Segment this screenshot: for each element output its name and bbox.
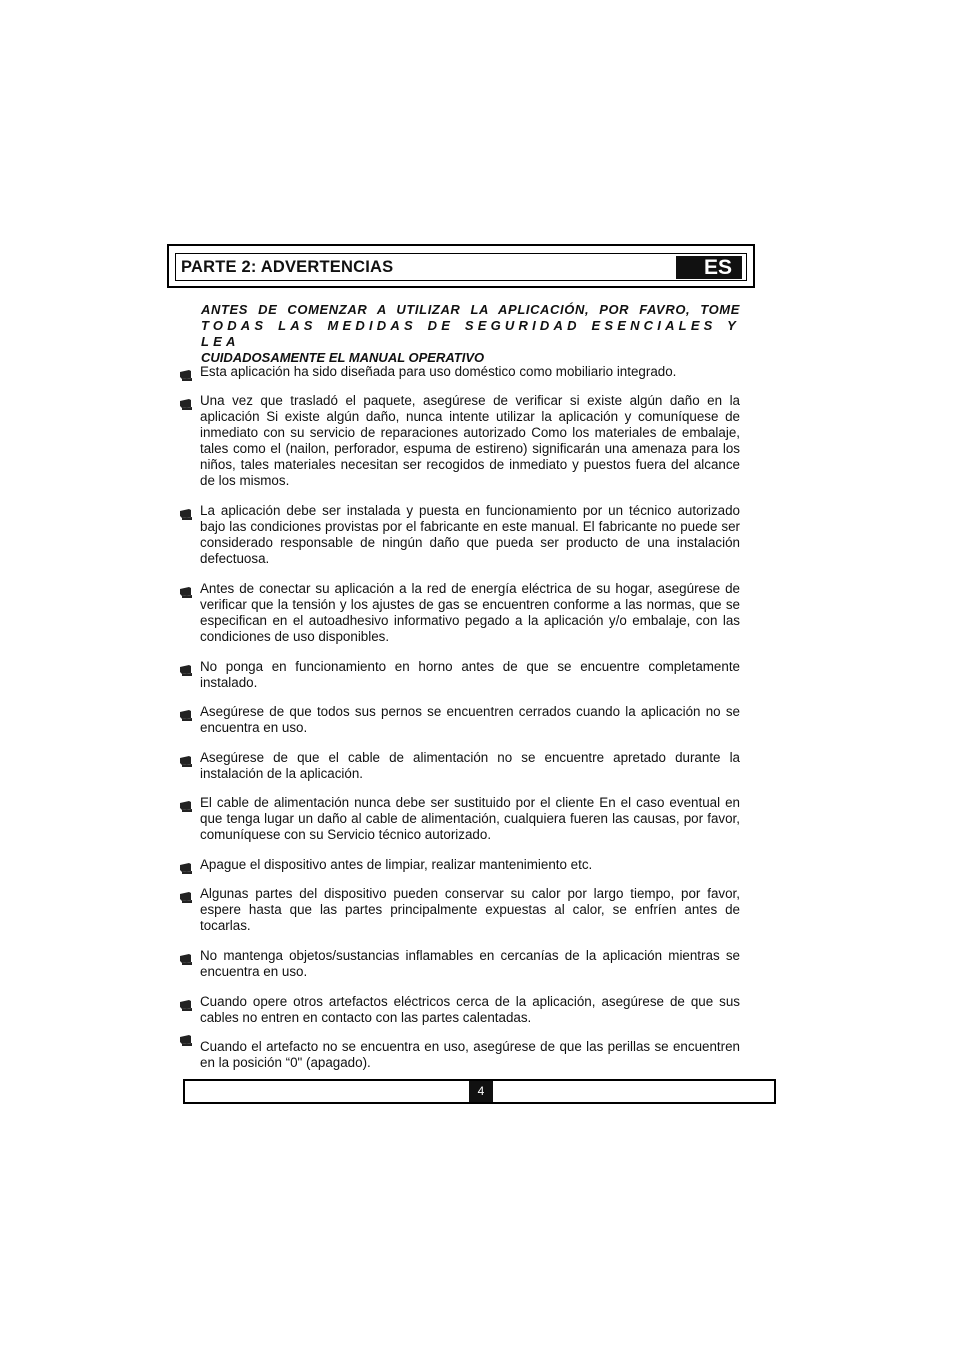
hand-pointer-icon	[178, 368, 194, 382]
warning-item	[178, 857, 740, 873]
warning-item	[178, 948, 740, 980]
page-footer	[183, 1079, 776, 1104]
warning-item	[178, 393, 740, 489]
warning-item	[178, 994, 740, 1026]
hand-pointer-icon	[178, 890, 194, 904]
warning-item	[178, 886, 740, 934]
hand-pointer-icon	[178, 799, 194, 813]
warning-item-text: No mantenga objetos/sustancias inflamables en cercanías de la aplicación mientras se encuentra en uso.	[200, 948, 740, 979]
hand-pointer-icon	[178, 861, 194, 875]
warning-item-text: Antes de conectar su aplicación a la red de energía eléctrica de su hogar, asegúrese de verificar que la tensión y los ajustes de gas se encuentren conforme a las normas, que se especifican en el autoadhesivo informativo pegado a la aplicación y/o embalaje, con las condiciones de uso disponibles.	[200, 581, 740, 644]
warning-item-text: Algunas partes del dispositivo pueden conservar su calor por largo tiempo, por favor, espere hasta que las partes principalmente expuestas al calor, se enfríen antes de tocarlas.	[200, 886, 740, 933]
warning-item-text: Una vez que trasladó el paquete, asegúrese de verificar si existe algún daño en la aplicación Si existe algún daño, nunca intente utilizar la aplicación y comuníquese de inmediato con su servicio de reparaciones autorizado Como los materiales de embalaje, tales como el (nailon, perforador, espuma de estireno) significarán una amenaza para los niños, tales materiales necesitan ser recogidos de inmediato y puestos fuera del alcance de los mismos.	[200, 393, 740, 488]
hand-pointer-icon	[178, 998, 194, 1012]
warning-item-text: Cuando el artefacto no se encuentra en uso, asegúrese de que las perillas se encuentren en la posición “0" (apagado).	[200, 1039, 740, 1070]
warning-item-text: Asegúrese de que el cable de alimentación no se encuentre apretado durante la instalación de la aplicación.	[200, 750, 740, 781]
hand-pointer-icon	[178, 754, 194, 768]
warning-item	[178, 659, 740, 691]
section-header	[167, 244, 755, 288]
section-title: PARTE 2: ADVERTENCIAS	[181, 258, 394, 276]
warning-item	[178, 704, 740, 736]
hand-pointer-icon	[178, 507, 194, 521]
warning-item-text: La aplicación debe ser instalada y puesta en funcionamiento por un técnico autorizado bajo las condiciones provistas por el fabricante en este manual. El fabricante no puede ser considerado responsable de ningún daño que pueda ser producto de una instalación defectuosa.	[200, 503, 740, 566]
hand-pointer-icon	[178, 663, 194, 677]
warning-item-text: El cable de alimentación nunca debe ser sustituido por el cliente En el caso eventual en que tenga lugar un daño al cable de alimentación, cualquiera fueren las causas, por favor, comuníquese con su Servicio técnico autorizado.	[200, 795, 740, 842]
warning-item	[178, 750, 740, 782]
warning-item-text: Asegúrese de que todos sus pernos se encuentren cerrados cuando la aplicación no se encuentra en uso.	[200, 704, 740, 735]
warning-item-text: Cuando opere otros artefactos eléctricos cerca de la aplicación, asegúrese de que sus cables no entren en contacto con las partes calentadas.	[200, 994, 740, 1025]
intro-warning	[201, 302, 740, 366]
intro-line-2: TODAS LAS MEDIDAS DE SEGURIDAD ESENCIALES Y LEA	[201, 318, 740, 349]
intro-line-3: CUIDADOSAMENTE EL MANUAL OPERATIVO	[201, 350, 485, 365]
warning-item-text: Apague el dispositivo antes de limpiar, realizar mantenimiento etc.	[200, 857, 593, 872]
hand-pointer-icon	[178, 397, 194, 411]
warning-item	[178, 364, 740, 380]
hand-pointer-icon	[178, 952, 194, 966]
language-badge: ES	[676, 256, 742, 279]
warning-item-text: No ponga en funcionamiento en horno antes de que se encuentre completamente instalado.	[200, 659, 740, 690]
hand-pointer-icon	[178, 1033, 194, 1047]
section-header-frame	[175, 253, 747, 281]
hand-pointer-icon	[178, 708, 194, 722]
warning-item-text: Esta aplicación ha sido diseñada para uso doméstico como mobiliario integrado.	[200, 364, 677, 379]
warning-item	[178, 795, 740, 843]
page-number: 4	[469, 1081, 493, 1102]
warning-item	[178, 503, 740, 567]
hand-pointer-icon	[178, 585, 194, 599]
intro-line-1: ANTES DE COMENZAR A UTILIZAR LA APLICACIÓN, POR FAVRO, TOME	[201, 302, 740, 317]
warning-item	[178, 581, 740, 645]
warning-item	[178, 1039, 740, 1071]
